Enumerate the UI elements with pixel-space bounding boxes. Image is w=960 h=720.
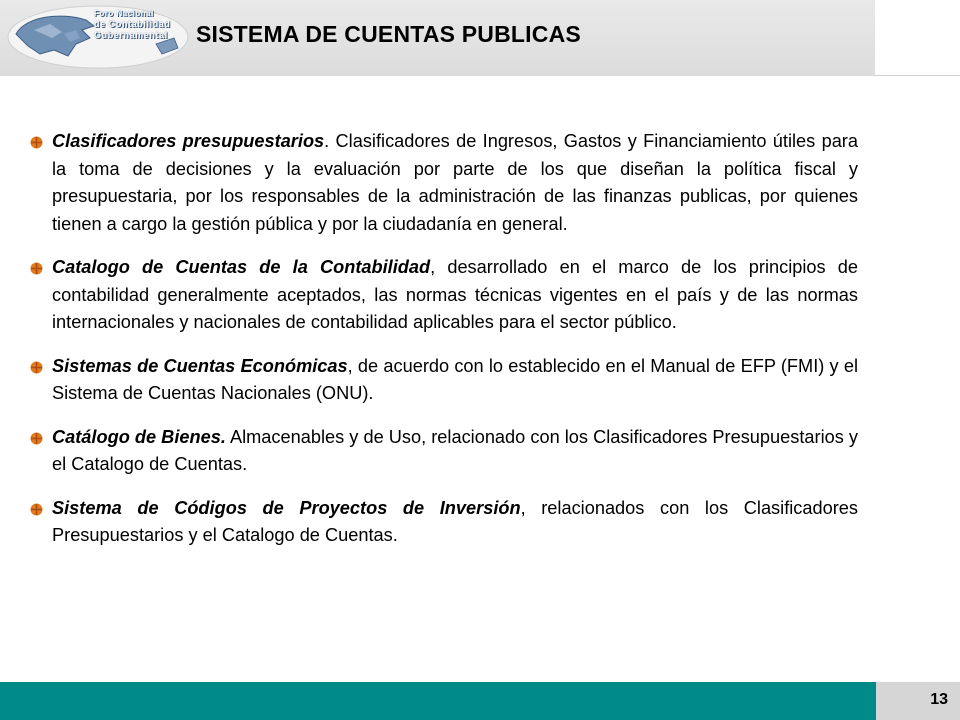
footer-bar — [0, 682, 960, 720]
logo-text-line3: Gubernamental — [94, 30, 168, 40]
list-item — [30, 353, 858, 408]
item-text: , de acuerdo con lo establecido en el Manual de EFP (FMI) y el Sistema de Cuentas Nacionales (ONU). — [52, 355, 858, 403]
logo-text-line2: de Contabilidad — [94, 19, 171, 29]
bullet-icon — [30, 361, 43, 374]
page-number-box — [876, 682, 960, 720]
bullet-icon — [30, 432, 43, 445]
item-lead: Catalogo de Cuentas de la Contabilidad — [52, 257, 431, 277]
item-lead: Catálogo de Bienes. — [52, 426, 226, 447]
logo — [6, 4, 190, 70]
bullet-icon — [30, 262, 43, 275]
item-lead: Sistema de Códigos de Proyectos de Inversión — [52, 497, 521, 518]
list-item — [30, 495, 858, 550]
list-item — [30, 424, 858, 479]
list-item — [30, 128, 858, 238]
list-item — [30, 254, 858, 337]
slide-title: SISTEMA DE CUENTAS PUBLICAS — [196, 21, 581, 47]
item-text: Almacenables y de Uso, relacionado con los Clasificadores Presupuestarios y el Catalogo de Cuentas. — [52, 426, 858, 474]
bullet-list — [30, 128, 858, 566]
slide-header — [0, 0, 875, 76]
item-lead: Clasificadores presupuestarios — [52, 131, 325, 151]
logo-text-line1: Foro Nacional — [94, 9, 154, 18]
item-text: . Clasificadores de Ingresos, Gastos y Financiamiento útiles para la toma de decisiones y la evaluación por parte de los que diseñan la política fiscal y presupuestaria, por los responsables de la administración de las finanzas publicas, por quienes tienen a cargo la gestión pública y por la ciudadanía en general. — [52, 131, 858, 234]
page-number: 13 — [930, 691, 948, 708]
item-text: , relacionados con los Clasificadores Presupuestarios y el Catalogo de Cuentas. — [52, 497, 858, 545]
item-text: , desarrollado en el marco de los principios de contabilidad generalmente aceptados, las normas técnicas vigentes en el país y de las normas internacionales y nacionales de contabilidad aplicables para el sector público. — [52, 257, 858, 332]
bullet-icon — [30, 503, 43, 516]
bullet-icon — [30, 136, 43, 149]
item-lead: Sistemas de Cuentas Económicas — [52, 355, 348, 376]
header-right-rule — [875, 0, 960, 76]
